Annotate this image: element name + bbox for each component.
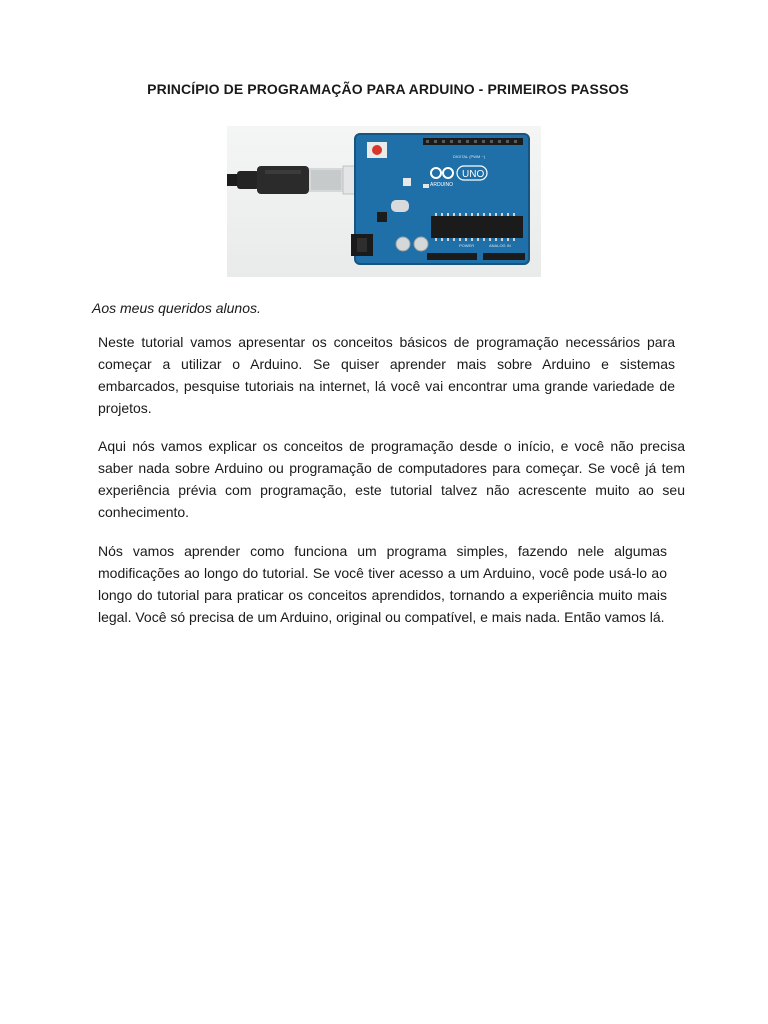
power-label: POWER <box>459 243 475 248</box>
analog-header <box>483 253 525 260</box>
page-title: PRINCÍPIO DE PROGRAMAÇÃO PARA ARDUINO - PRIMEIROS PASSOS <box>147 81 629 97</box>
digital-label: DIGITAL (PWM ~) <box>453 154 486 159</box>
arduino-uno-illustration <box>227 126 541 277</box>
microcontroller-chip <box>431 216 523 238</box>
uno-label: UNO <box>462 169 485 180</box>
paragraph-2: Aqui nós vamos explicar os conceitos de programação desde o início, e você não precisa saber nada sobre Arduino ou programação de computadores para começar. Se você já tem experiência prévia com programação, este tutorial talvez não acrescente muito ao seu conhecimento. <box>98 438 685 520</box>
greeting-text: Aos meus queridos alunos. <box>92 300 261 316</box>
paragraph-1: Neste tutorial vamos apresentar os conceitos básicos de programação necessários para começar a utilizar o Arduino. Se quiser aprender mais sobre Arduino e sistemas embarcados, pesquise tutoriais na internet, lá você vai encontrar uma grande variedade de projetos. <box>98 334 675 416</box>
power-header <box>427 253 477 260</box>
paragraph-3: Nós vamos aprender como funciona um programa simples, fazendo nele algumas modificações ao longo do tutorial. Se você tiver acesso a um Arduino, você pode usá-lo ao longo do tutorial para praticar os conceitos aprendidos, tornando a experiência muito mais legal. Você só precisa de um Arduino, original ou compatível, e mais nada. Então vamos lá. <box>98 543 667 625</box>
arduino-figure <box>227 126 541 277</box>
analog-label: ANALOG IN <box>489 243 511 248</box>
brand-label: ARDUINO <box>430 182 454 188</box>
